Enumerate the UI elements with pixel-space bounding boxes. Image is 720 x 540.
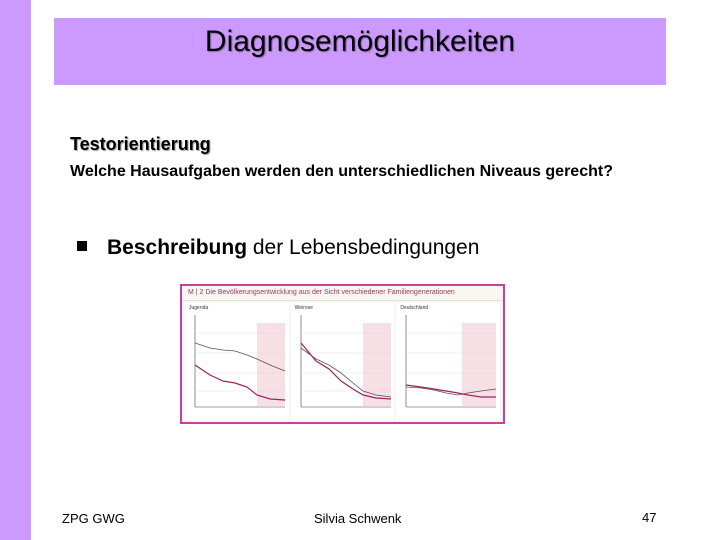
left-accent-bar (0, 0, 31, 540)
figure-header: M | 2 Die Bevölkerungsentwicklung aus der Sicht verschiedener Familiengenerationen (182, 286, 503, 301)
bullet-bold-text: Beschreibung (107, 236, 248, 259)
panel-2-graphic (291, 303, 395, 420)
panel-1-graphic (185, 303, 289, 420)
panel-2-title: Weirose (294, 305, 313, 311)
population-figure-image (180, 284, 505, 424)
bullet-text (107, 236, 479, 260)
bullet-item (77, 236, 479, 260)
figure-panel-2 (291, 303, 395, 420)
slide-title: Diagnosemöglichkeiten (204, 24, 516, 58)
title-banner (54, 18, 666, 85)
panel-3-title: Deutschland (400, 305, 429, 311)
panel-1-title: Jugenda (189, 305, 209, 311)
bullet-square-icon (77, 241, 87, 251)
figure-panel-1 (185, 303, 289, 420)
footer-author: Silvia Schwenk (314, 511, 402, 526)
question-text: Welche Hausaufgaben werden den unterschiedlichen Niveaus gerecht? (70, 163, 613, 180)
panel-3-graphic (396, 303, 500, 420)
page-number: 47 (642, 510, 657, 525)
section-subheading: Testorientierung (70, 134, 211, 154)
bullet-rest-text: der Lebensbedingungen (247, 236, 480, 259)
footer-left-text: ZPG GWG (62, 511, 125, 526)
figure-panel-3 (396, 303, 500, 420)
